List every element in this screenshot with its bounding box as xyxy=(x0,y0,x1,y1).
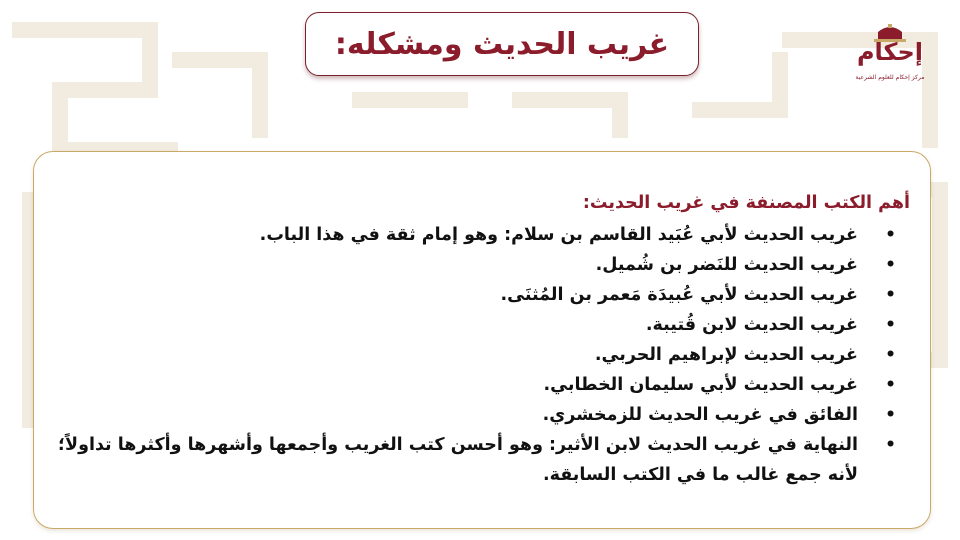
logo-subtitle: مركز إحكام للعلوم الشرعية xyxy=(855,74,925,81)
list-item: • غريب الحديث لأبي عُبَيد القاسم بن سلام: وهو إمام ثقة في هذا الباب. xyxy=(50,220,910,250)
list-item: • غريب الحديث لأبي عُبيدَة مَعمر بن المُثنَى. xyxy=(50,280,910,310)
list-item: • النهاية في غريب الحديث لابن الأثير: وهو أحسن كتب الغريب وأجمعها وأشهرها وأكثرها تداولاً؛ لأنه جمع غالب ما في الكتب السابقة. xyxy=(50,430,910,490)
list-item: • غريب الحديث لإبراهيم الحربي. xyxy=(50,340,910,370)
content-box xyxy=(33,151,931,529)
book-list xyxy=(50,220,910,490)
content-body xyxy=(50,188,910,490)
list-item: • الفائق في غريب الحديث للزمخشري. xyxy=(50,400,910,430)
logo xyxy=(848,22,932,98)
logo-wordmark: إحكام xyxy=(856,38,924,66)
slide-title: غريب الحديث ومشكله: xyxy=(334,26,670,62)
title-box xyxy=(305,12,699,76)
list-item: • غريب الحديث لأبي سليمان الخطابي. xyxy=(50,370,910,400)
list-item: • غريب الحديث للنَضر بن شُميل. xyxy=(50,250,910,280)
section-heading: أهم الكتب المصنفة في غريب الحديث: xyxy=(582,193,910,213)
list-item: • غريب الحديث لابن قُتيبة. xyxy=(50,310,910,340)
